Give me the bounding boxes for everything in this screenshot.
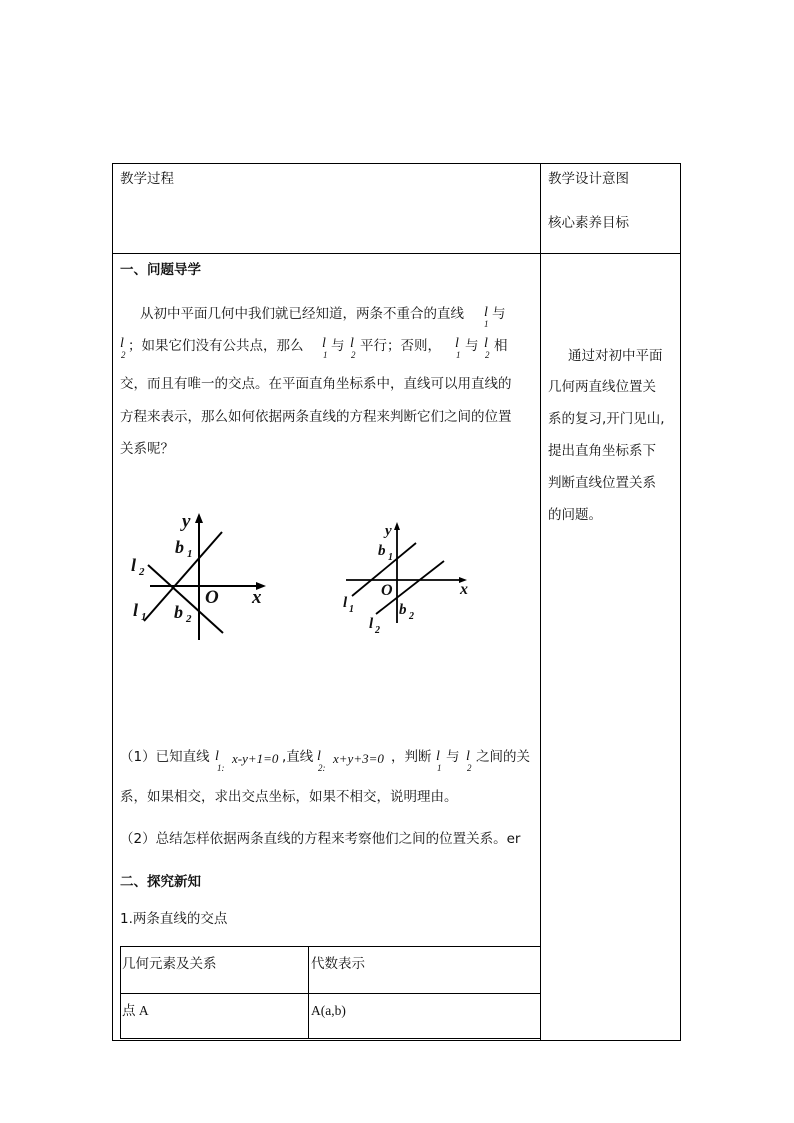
q1-mid2: ，判断 [391, 749, 432, 765]
fig2-origin-label: O [381, 582, 393, 599]
fig1-l2-sub: 2 [139, 566, 145, 578]
intro-line2-l1b-sub: 1 [323, 350, 328, 360]
inner-table-bottom [120, 1038, 540, 1039]
intro-line-2b: 平行；否则， [360, 338, 441, 354]
fig2-l1-sub: 1 [349, 604, 354, 615]
q1-l1b-sub: 1 [437, 763, 442, 773]
intro-line2-l1c-sub: 1 [456, 350, 461, 360]
q1-line-2: 系，如果相交，求出交点坐标，如果不相交，说明理由。 [120, 789, 458, 805]
q1-l1: l [215, 749, 219, 764]
q1-eq1: x-y+1=0 [232, 751, 279, 766]
section1-heading: 一、问题导学 [120, 262, 201, 278]
fig2-b1-sub: 1 [388, 552, 393, 563]
q1-l2: l [317, 749, 321, 764]
inner-table-col [308, 946, 309, 1039]
inner-table-header-2: 代数表示 [311, 956, 365, 972]
inner-table-cell-1-1: 点 A [122, 1003, 149, 1018]
intro-line-3: 交，而且有唯一的交点。在平面直角坐标系中，直线可以用直线的 [120, 376, 512, 392]
fig2-y-label: y [385, 523, 392, 539]
q1-l1-sub: 1: [217, 763, 225, 773]
fig1-y-label: y [182, 511, 191, 532]
right-note-line-2: 几何两直线位置关 [548, 379, 656, 395]
intro-line1-l1: l [484, 305, 488, 320]
q1-mid: ,直线 [282, 749, 314, 765]
intro-line2-l1b: l [322, 336, 326, 351]
inner-table-header-1: 几何元素及关系 [122, 956, 217, 972]
fig2-b2-sub: 2 [409, 611, 414, 622]
q1-prefix: （1）已知直线 [120, 749, 210, 765]
q1-tail: 之间的关 [476, 749, 530, 765]
intro-line2-l2: l [120, 336, 124, 351]
fig2-b2-label: b [399, 602, 407, 618]
q1-and: 与 [446, 749, 460, 765]
fig1-origin-label: O [205, 587, 219, 608]
table-border-left [112, 163, 113, 1041]
q1-l1b: l [436, 749, 440, 764]
fig1-l1-sub: 1 [141, 611, 147, 623]
table-border-bottom [112, 1040, 681, 1041]
inner-table-mid [120, 993, 540, 994]
q1-l2b-sub: 2 [467, 763, 472, 773]
intro-line2-l2b-sub: 2 [351, 350, 356, 360]
fig1-l1-label: l [133, 600, 139, 620]
right-note-line-3: 系的复习,开门见山, [548, 411, 665, 427]
q1-l2b: l [466, 749, 470, 764]
intro-line-5: 关系呢？ [120, 441, 174, 457]
table-border-top [112, 163, 681, 164]
section2-heading: 二、探究新知 [120, 874, 201, 890]
right-note-line-6: 的问题。 [548, 507, 602, 523]
right-note-line-4: 提出直角坐标系下 [548, 443, 656, 459]
intro-line2-l2c-sub: 2 [485, 350, 490, 360]
fig1-y-arrow [195, 513, 203, 523]
fig1-x-label: x [252, 587, 262, 608]
intro-line2-l2b: l [350, 336, 354, 351]
q1-eq2: x+y+3=0 [333, 751, 384, 766]
fig1-b1-sub: 1 [187, 548, 193, 560]
section2-sub1: 1.两条直线的交点 [120, 911, 228, 927]
intro-line2-and2: 与 [465, 338, 479, 354]
table-border-right [680, 163, 681, 1041]
intro-line-1: 从初中平面几何中我们就已经知道，两条不重合的直线 [140, 306, 464, 322]
fig1-b1-label: b [175, 537, 184, 557]
header-row-divider [112, 253, 681, 254]
intro-line-4: 方程来表示，那么如何依据两条直线的方程来判断它们之间的位置 [120, 409, 512, 425]
fig1-l2-label: l [131, 555, 137, 575]
fig2-b1-label: b [378, 543, 386, 559]
q1-l2-sub: 2: [318, 763, 326, 773]
right-note-line-5: 判断直线位置关系 [548, 475, 656, 491]
intro-line2-l2c: l [484, 336, 488, 351]
inner-table-top [120, 946, 540, 947]
intro-line2-l2-sub: 2 [121, 350, 126, 360]
header-right-subtitle: 核心素养目标 [548, 215, 629, 231]
q2-text: （2）总结怎样依据两条直线的方程来考察他们之间的位置关系。er [120, 831, 521, 847]
fig2-l2-label: l [369, 616, 374, 632]
fig2-l2-sub: 2 [375, 625, 380, 636]
intro-line-2c: 相 [494, 338, 508, 354]
intro-line1-and: 与 [492, 306, 506, 322]
inner-table-left [120, 946, 121, 1039]
fig1-b2-label: b [174, 602, 183, 622]
intro-line2-and: 与 [331, 338, 345, 354]
intro-line-2a: ；如果它们没有公共点，那么 [128, 338, 304, 354]
fig1-b2-sub: 2 [186, 613, 192, 625]
header-right-title: 教学设计意图 [548, 171, 629, 187]
column-divider [540, 163, 541, 1041]
header-left-title: 教学过程 [120, 171, 174, 187]
intro-line2-l1c: l [455, 336, 459, 351]
intro-line1-l1-sub: 1 [484, 319, 489, 329]
right-note-line-1: 通过对初中平面 [568, 348, 663, 364]
fig2-x-label: x [460, 581, 468, 598]
fig2-y-arrow [394, 522, 400, 530]
fig2-l1-label: l [343, 595, 348, 611]
inner-table-cell-1-2: A(a,b) [311, 1003, 346, 1018]
